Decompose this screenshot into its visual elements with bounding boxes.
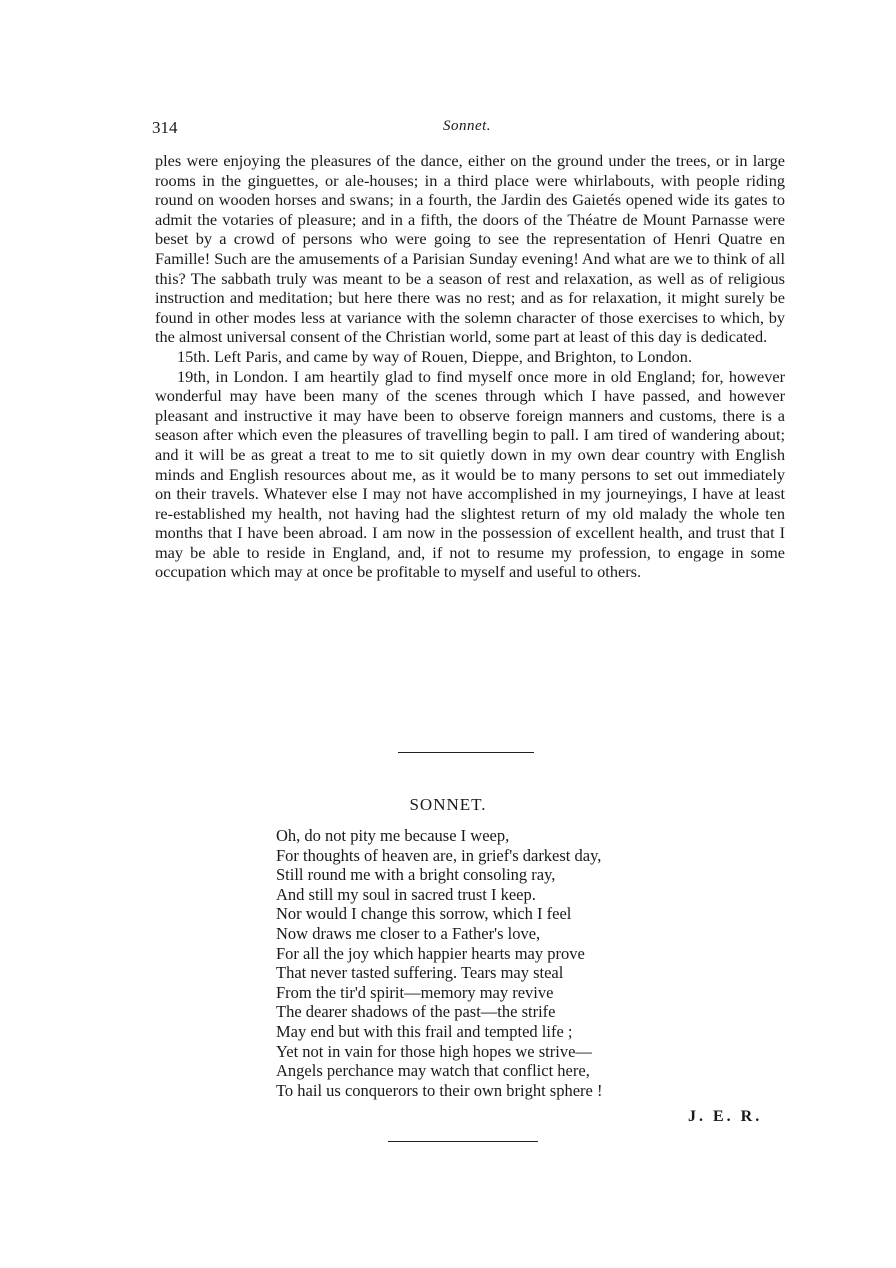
poem-line: Still round me with a bright consoling ray, — [276, 865, 556, 885]
paragraph-3: 19th, in London. I am heartily glad to find myself once more in old England; for, however wonderful may have been many of the scenes through which I have passed, and however pleasant and instructive it may have been to observe foreign manners and customs, there is a season after which even the pleasures of travelling begin to pall. I am tired of wandering about; and it will be as great a treat to me to sit quietly down in my own dear country with English minds and English resources about me, as it would be to many persons to set out immediately on their travels. Whatever else I may not have accomplished in my journeyings, I have at least re-established my health, not having had the slightest return of my old malady the whole ten months that I have been abroad. I am now in the possession of excellent health, and trust that I may be able to reside in England, and, if not to resume my profession, to engage in some occupation which may at once be profitable to myself and useful to others. — [155, 366, 785, 582]
running-title: Sonnet. — [442, 118, 492, 134]
poem-line: For all the joy which happier hearts may prove — [276, 943, 585, 963]
poem-line: To hail us conquerors to their own bright sphere ! — [276, 1080, 603, 1100]
sonnet-title: SONNET. — [409, 795, 487, 814]
poem-line: Yet not in vain for those high hopes we strive— — [276, 1041, 592, 1061]
page-header — [152, 118, 782, 140]
sonnet-poem — [276, 826, 756, 1100]
paragraph-2: 15th. Left Paris, and came by way of Rouen, Dieppe, and Brighton, to London. — [177, 346, 693, 366]
page-number: 314 — [152, 118, 178, 137]
poem-line: Angels perchance may watch that conflict here, — [276, 1061, 590, 1081]
paragraph-1: ples were enjoying the pleasures of the dance, either on the ground under the trees, or in large rooms in the ginguettes, or ale-houses; in a third place were whirlabouts, with people riding round on wooden horses and swans; in a fourth, the Jardin des Gaietés opened wide its gates to admit the votaries of pleasure; and in a fifth, the doors of the Théatre de Mount Parnasse were beset by a crowd of persons who were going to see the representation of Henri Quatre en Famille! Such are the amusements of a Parisian Sunday evening! And what are we to think of all this? The sabbath truly was meant to be a season of rest and relaxation, as well as of religious instruction and meditation; but here there was no rest; and as for relaxation, it might surely be found in other modes less at variance with the solemn character of those exercises to which, by the almost universal consent of the Christian world, some part at least of this day is dedicated. — [155, 151, 785, 347]
poem-line: The dearer shadows of the past—the strife — [276, 1002, 556, 1022]
poem-line: From the tir'd spirit—memory may revive — [276, 982, 554, 1002]
signature: J. E. R. — [688, 1108, 763, 1125]
poem-line: May end but with this frail and tempted life ; — [276, 1021, 573, 1041]
poem-line: For thoughts of heaven are, in grief's darkest day, — [276, 845, 602, 865]
poem-line: And still my soul in sacred trust I keep. — [276, 884, 536, 904]
poem-line: Oh, do not pity me because I weep, — [276, 826, 510, 845]
body-text — [155, 151, 785, 582]
poem-line: Now draws me closer to a Father's love, — [276, 923, 541, 943]
divider-rule — [398, 752, 534, 753]
poem-line: That never tasted suffering. Tears may steal — [276, 963, 564, 983]
divider-rule-bottom — [388, 1141, 538, 1142]
poem-line: Nor would I change this sorrow, which I feel — [276, 904, 572, 924]
